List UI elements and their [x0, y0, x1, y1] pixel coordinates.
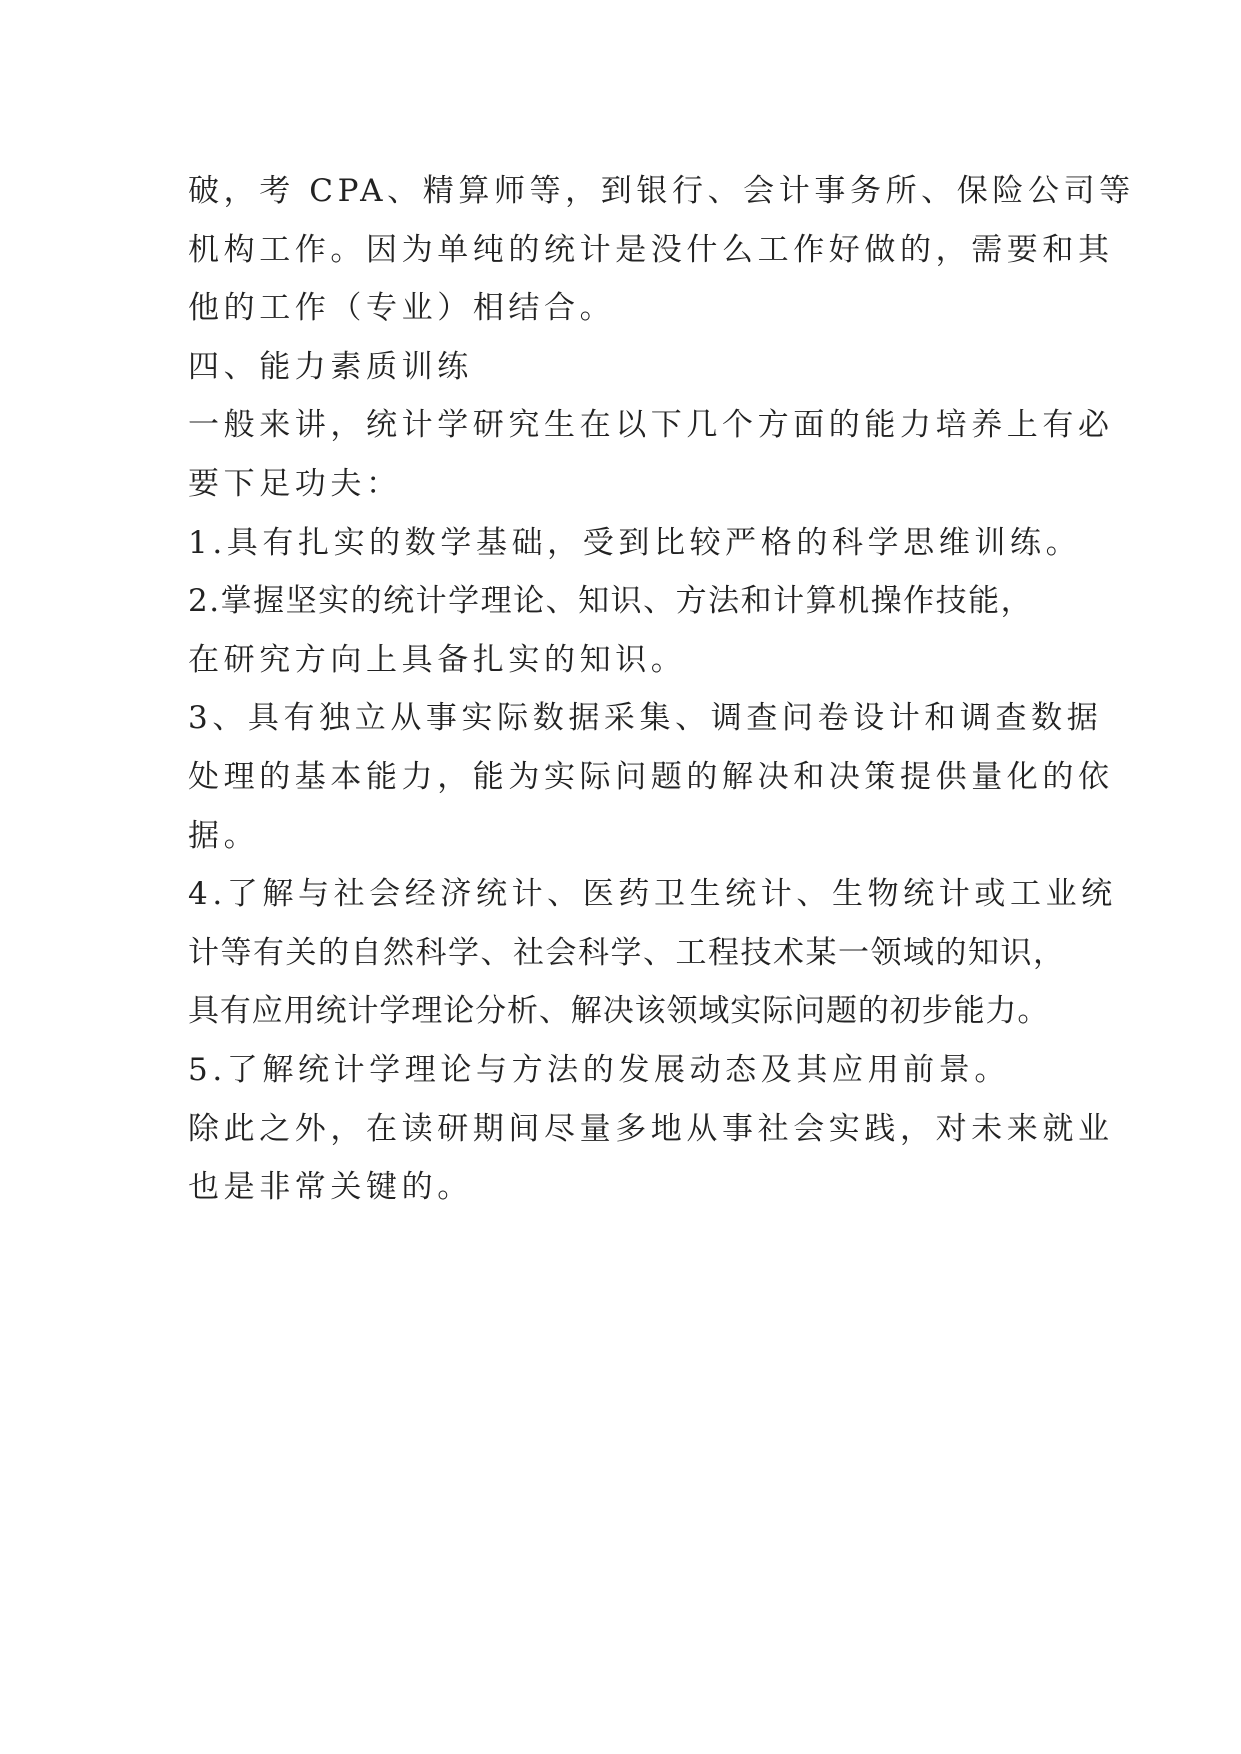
list-item: 2.掌握坚实的统计学理论、知识、方法和计算机操作技能， [188, 583, 1034, 620]
list-item: 3、具有独立从事实际数据采集、调查问卷设计和调查数据 [188, 700, 1103, 737]
text-line: 处理的基本能力，能为实际问题的解决和决策提供量化的依 [188, 758, 1114, 795]
text-line: 机构工作。因为单纯的统计是没什么工作好做的，需要和其 [188, 231, 1114, 268]
list-item: 5.了解统计学理论与方法的发展动态及其应用前景。 [188, 1051, 1010, 1088]
document-body [188, 162, 1135, 1217]
text-line: 也是非常关键的。 [188, 1169, 473, 1206]
text-line: 据。 [188, 817, 260, 854]
list-item: 1.具有扎实的数学基础，受到比较严格的科学思维训练。 [188, 524, 1082, 561]
text-line: 他的工作（专业）相结合。 [188, 290, 616, 327]
text-line: 具有应用统计学理论分析、解决该领域实际问题的初步能力。 [188, 993, 1050, 1030]
text-line: 计等有关的自然科学、社会科学、工程技术某一领域的知识， [188, 934, 1066, 971]
list-item: 4.了解与社会经济统计、医药卫生统计、生物统计或工业统 [188, 876, 1117, 913]
section-heading: 四、能力素质训练 [188, 348, 473, 385]
text-line: 在研究方向上具备扎实的知识。 [188, 641, 687, 678]
text-line: 一般来讲，统计学研究生在以下几个方面的能力培养上有必 [188, 407, 1114, 444]
text-line: 破，考 CPA、精算师等，到银行、会计事务所、保险公司等 [188, 173, 1135, 209]
text-line: 要下足功夫： [188, 465, 402, 502]
text-line: 除此之外，在读研期间尽量多地从事社会实践，对未来就业 [188, 1110, 1114, 1147]
